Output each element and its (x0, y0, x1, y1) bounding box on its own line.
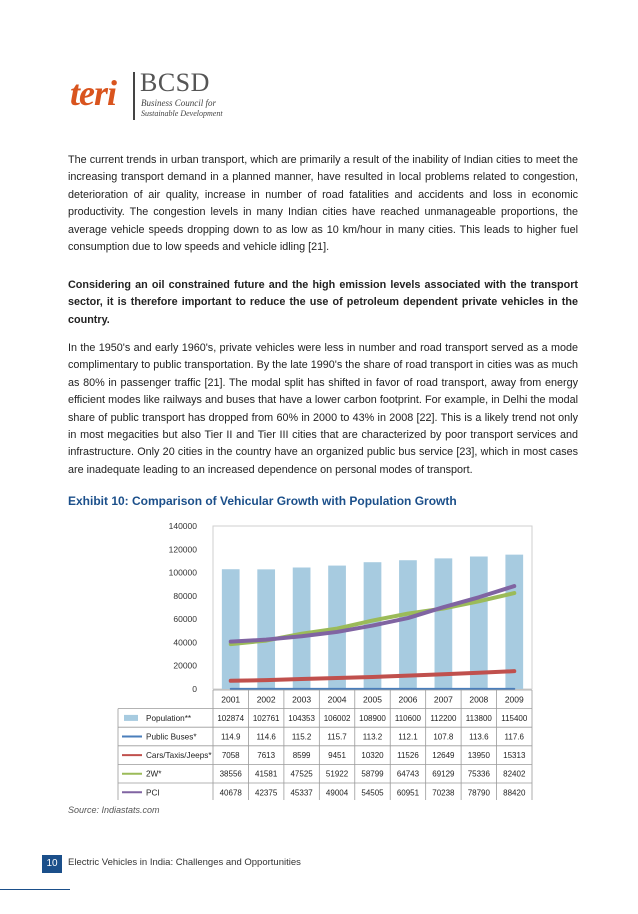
data-label: 54505 (361, 788, 384, 798)
legend-swatch (124, 715, 138, 721)
vehicular-growth-chart (0, 515, 638, 800)
data-label: 115.2 (291, 732, 312, 742)
data-label: 104353 (288, 713, 315, 723)
bar-population (399, 560, 417, 689)
data-label: 88420 (503, 788, 526, 798)
bar-population (505, 555, 523, 689)
data-label: 9451 (328, 751, 346, 761)
y-tick-label: 0 (192, 684, 197, 694)
logo-divider (133, 72, 135, 120)
data-label: 117.6 (504, 732, 524, 742)
data-label: 38556 (219, 769, 242, 779)
data-label: 10320 (361, 751, 384, 761)
category-label: 2002 (256, 694, 276, 705)
bar-population (470, 557, 488, 689)
category-label: 2005 (363, 694, 382, 705)
page-number: 10 (42, 855, 62, 873)
bar-population (257, 569, 275, 689)
teri-logo-text: teri (70, 73, 116, 113)
data-label: 42375 (255, 788, 278, 798)
bcsd-logo-text: BCSD (140, 68, 210, 97)
category-label: 2008 (469, 694, 489, 705)
data-label: 114.6 (256, 732, 276, 742)
data-label: 108900 (359, 713, 386, 723)
category-label: 2006 (398, 694, 418, 705)
data-label: 47525 (290, 769, 313, 779)
y-tick-label: 60000 (173, 614, 197, 625)
data-label: 40678 (219, 788, 242, 798)
data-label: 78790 (467, 788, 490, 798)
source-note: Source: Indiastats.com (68, 805, 160, 815)
y-tick-label: 140000 (168, 521, 197, 531)
data-label: 102874 (217, 713, 245, 723)
paragraph-modal-split-history: In the 1950's and early 1960's, private vehicles were less in number and road transport served as a mode complimentary to public transportation. By the late 1990's the share of road transport in cities was as much as 80% in passenger traffic [21]. The modal split has shifted in favor of road transport, away from energy efficient modes like railways and buses that have a lower carbon footprint. For example, in Delhi the modal share of public transport has dropped from 60% in 2000 to 43% in 2008 [22]. This is a likely trend not only in most megacities but also Tier II and Tier III cities that are characterized by poor transport services and infrastructure. Only 20 cities in the country have an organized public bus service [23], which in most cases are inadequate leading to an increased dependence on personal modes of transport. (68, 342, 578, 476)
data-label: 113.6 (469, 732, 489, 742)
y-tick-label: 100000 (168, 567, 197, 578)
footer-title: Electric Vehicles in India: Challenges and Opportunities (68, 857, 301, 868)
data-label: 113800 (465, 713, 492, 723)
data-label: 110600 (394, 713, 421, 723)
legend-label: Population** (146, 713, 192, 723)
bcsd-subtitle-line1: Business Council for (141, 98, 217, 108)
category-label: 2007 (433, 694, 453, 705)
paragraph-urban-transport-trends: The current trends in urban transport, which are primarily a result of the inability of Indian cities to meet the increasing transport demand in a planned manner, have resulted in local problems related to congestion, deterioration of air quality, increase in number of road fatalities and accidents and loss in economic productivity. The congestion levels in many Indian cities have reached unmanageable proportions, the average vehicle speeds dropping down to as low as 10 km/hour in many cities. This leads to higher fuel consumption due to low speeds and vehicle idling [21]. (68, 154, 578, 254)
data-label: 112.1 (398, 732, 418, 742)
data-label: 112200 (430, 713, 457, 723)
data-label: 75336 (467, 769, 490, 779)
data-label: 51922 (325, 769, 349, 779)
bar-population (435, 558, 453, 689)
data-label: 11526 (397, 751, 419, 761)
bar-population (293, 568, 311, 689)
data-label: 115.7 (327, 732, 347, 742)
data-label: 58799 (361, 769, 384, 779)
data-label: 69129 (432, 769, 455, 779)
data-label: 82402 (503, 769, 526, 779)
category-label: 2001 (221, 694, 241, 705)
data-label: 49004 (325, 788, 349, 798)
data-label: 60951 (396, 788, 420, 798)
paragraph-oil-constrained-future: Considering an oil constrained future and the high emission levels associated with the transport sector, it is therefore important to reduce the use of petroleum dependent private vehicles in the country. (68, 279, 578, 326)
legend-label: PCI (146, 788, 160, 798)
legend-label: 2W* (146, 769, 162, 779)
bcsd-subtitle-line2: Sustainable Development (141, 109, 223, 118)
y-tick-label: 20000 (173, 660, 197, 671)
data-label: 8599 (292, 751, 311, 761)
chart-svg (0, 515, 638, 800)
data-label: 107.8 (433, 732, 454, 742)
exhibit-title: Exhibit 10: Comparison of Vehicular Growth with Population Growth (68, 494, 457, 508)
data-label: 106002 (323, 713, 351, 723)
data-label: 13950 (467, 751, 490, 761)
footer-rule (0, 889, 70, 890)
legend-label: Public Buses* (146, 732, 197, 742)
data-label: 70238 (432, 788, 455, 798)
data-label: 7058 (221, 751, 240, 761)
y-tick-label: 120000 (168, 544, 197, 555)
data-label: 102761 (252, 713, 280, 723)
data-label: 7613 (257, 751, 276, 761)
y-tick-label: 40000 (173, 637, 197, 648)
category-label: 2004 (327, 694, 347, 705)
data-label: 114.9 (221, 732, 241, 742)
data-label: 12649 (432, 751, 455, 761)
bar-population (222, 569, 240, 689)
y-tick-label: 80000 (173, 590, 197, 601)
legend-label: Cars/Taxis/Jeeps* (146, 751, 212, 761)
data-label: 15313 (503, 751, 526, 761)
data-label: 115400 (501, 713, 528, 723)
data-label: 45337 (290, 788, 313, 798)
data-label: 41581 (255, 769, 278, 779)
data-label: 113.2 (362, 732, 383, 742)
category-label: 2003 (292, 694, 312, 705)
teri-bcsd-logo (70, 70, 240, 122)
category-label: 2009 (504, 694, 524, 705)
data-label: 64743 (396, 769, 420, 779)
